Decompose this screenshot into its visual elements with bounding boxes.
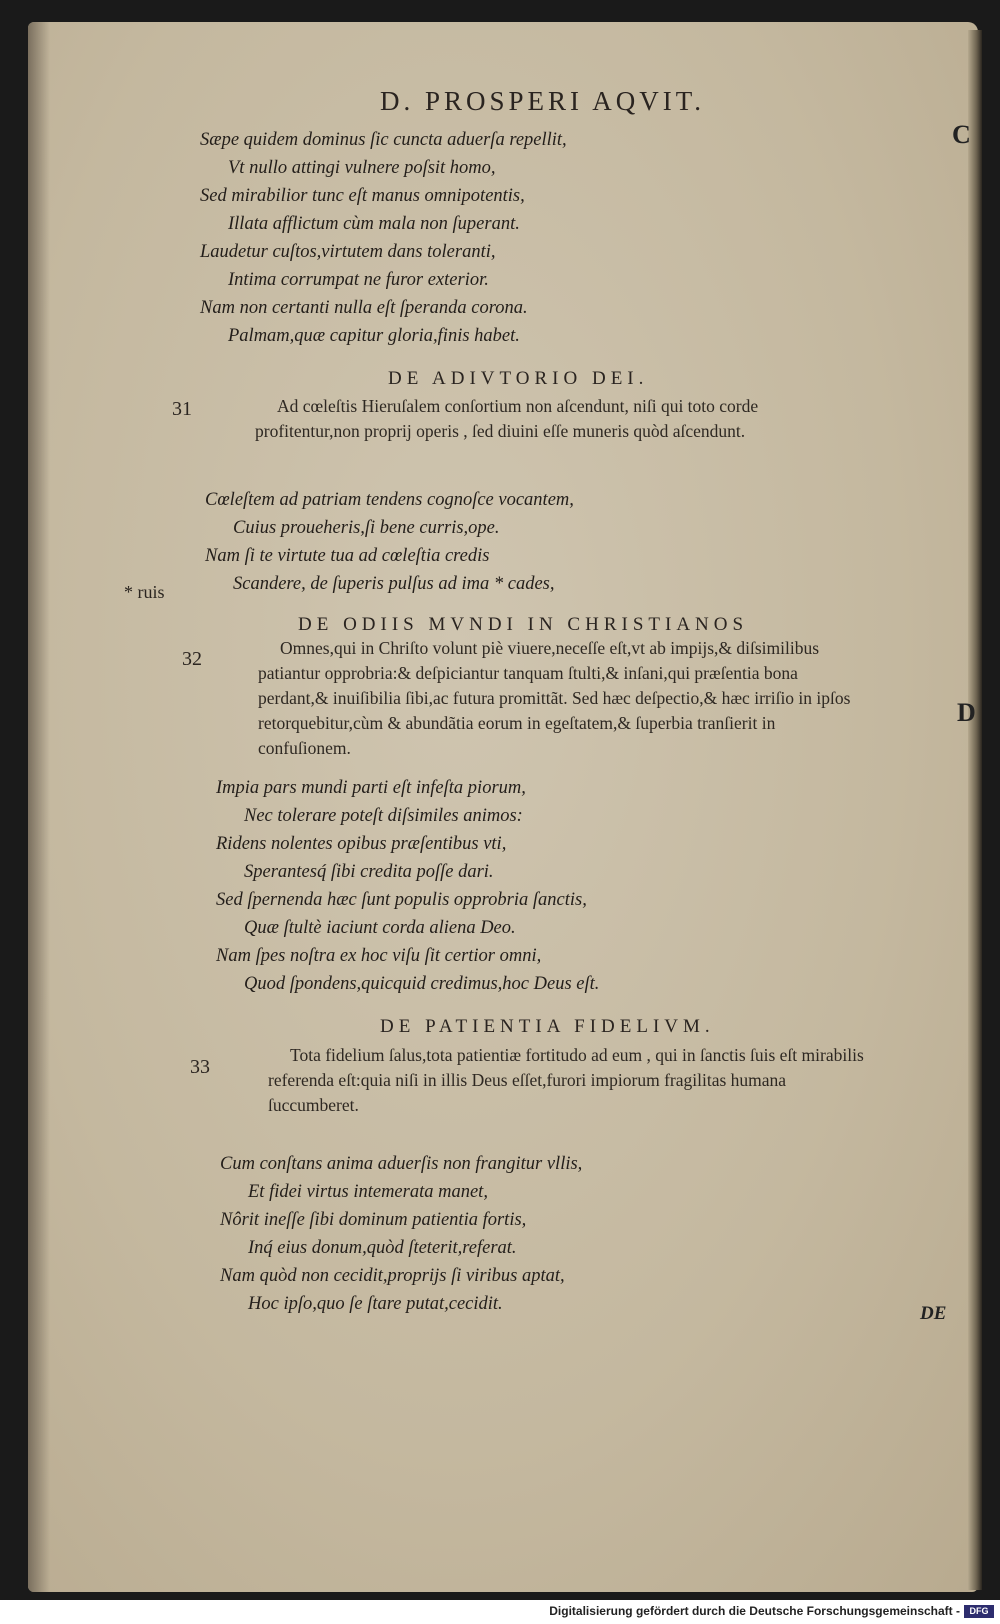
verse-line: Laudetur cuſtos,virtutem dans toleranti,	[200, 242, 496, 262]
footer-credit: Digitalisierung gefördert durch die Deutsche Forschungsgemeinschaft -	[549, 1604, 960, 1618]
verse-line: Quod ſpondens,quicquid credimus,hoc Deus eſt.	[244, 974, 600, 994]
section-heading-33: DE PATIENTIA FIDELIVM.	[380, 1016, 715, 1037]
verse-line: Sed mirabilior tunc eſt manus omnipotentis,	[200, 186, 525, 206]
margin-note: * ruis	[124, 582, 165, 602]
verse-block-32	[216, 774, 599, 998]
verse-block-31	[205, 486, 574, 598]
footer-bar	[0, 1600, 1000, 1624]
page-edge	[968, 30, 982, 1590]
section-heading-31: DE ADIVTORIO DEI.	[388, 368, 649, 389]
verse-line: Nam ſi te virtute tua ad cœleſtia credis	[205, 546, 490, 566]
section-number-32: 32	[182, 648, 202, 670]
verse-block-33	[220, 1150, 582, 1318]
section-prose-31: Ad cœleſtis Hieruſalem conſortium non aſcendunt, niſi qui toto corde profitentur,non proprij operis , ſed diuini eſſe muneris quòd aſcendunt.	[255, 396, 759, 441]
verse-line: Nam quòd non cecidit,proprijs ſi viribus aptat,	[220, 1266, 565, 1286]
gutter-shadow	[28, 22, 50, 1592]
verse-line: Intima corrumpat ne furor exterior.	[228, 270, 489, 290]
signature-mark-top: C	[952, 120, 971, 149]
catchword: DE	[920, 1303, 947, 1324]
verse-line: Impia pars mundi parti eſt infeſta piorum,	[216, 778, 526, 798]
verse-line: Nôrit ineſſe ſibi dominum patientia fortis,	[220, 1210, 527, 1230]
section-prose-33: Tota fidelium ſalus,tota patientiæ fortitudo ad eum , qui in ſanctis ſuis eſt mirabilis referenda eſt:quia niſi in illis Deus eſſet,furori impiorum fragilitas humana ſuccumberet.	[268, 1045, 864, 1115]
signature-mark-mid: D	[957, 698, 976, 727]
verse-line: Nam non certanti nulla eſt ſperanda corona.	[200, 298, 528, 318]
verse-line: Inq́ eius donum,quòd ſteterit,referat.	[248, 1238, 517, 1258]
verse-line: Hoc ipſo,quo ſe ſtare putat,cecidit.	[248, 1294, 503, 1314]
verse-line: Ridens nolentes opibus præſentibus vti,	[216, 834, 507, 854]
section-number-31: 31	[172, 398, 192, 420]
verse-line: Vt nullo attingi vulnere poſsit homo,	[228, 158, 496, 178]
verse-block-0	[200, 126, 567, 350]
verse-line: Nec tolerare poteſt diſsimiles animos:	[244, 806, 523, 826]
verse-line: Cœleſtem ad patriam tendens cognoſce vocantem,	[205, 490, 574, 510]
verse-line: Palmam,quæ capitur gloria,finis habet.	[228, 326, 520, 346]
verse-line: Cum conſtans anima aduerſis non frangitur vllis,	[220, 1154, 583, 1174]
running-head: D. PROSPERI AQVIT.	[380, 86, 706, 116]
verse-line: Quæ ſtultè iaciunt corda aliena Deo.	[244, 918, 516, 938]
section-number-33: 33	[190, 1056, 210, 1078]
dfg-logo: DFG	[964, 1605, 994, 1618]
verse-line: Nam ſpes noſtra ex hoc viſu ſit certior omni,	[216, 946, 542, 966]
verse-line: Scandere, de ſuperis pulſus ad ima * cades,	[233, 574, 555, 594]
verse-line: Sæpe quidem dominus ſic cuncta aduerſa repellit,	[200, 130, 567, 150]
verse-line: Et fidei virtus intemerata manet,	[248, 1182, 488, 1202]
verse-line: Illata afflictum cùm mala non ſuperant.	[228, 214, 520, 234]
verse-line: Sperantesq́ ſibi credita poſſe dari.	[244, 862, 494, 882]
verse-line: Sed ſpernenda hæc ſunt populis opprobria ſanctis,	[216, 890, 587, 910]
verse-line: Cuius proueheris,ſi bene curris,ope.	[233, 518, 500, 538]
section-heading-32: DE ODIIS MVNDI IN CHRISTIANOS	[298, 614, 749, 635]
section-prose-32: Omnes,qui in Chriſto volunt piè viuere,neceſſe eſt,vt ab impijs,& diſsimilibus patiantur opprobria:& deſpiciantur tanquam ſtulti,& inſani,qui præſentia bona perdant,& inuiſibilia ſibi,ac futura promittãt. Sed hæc deſpectio,& hæc irriſio in ipſos retorquebitur,cùm & abundãtia eorum in egeſtatem,& ſuperbia tranſierit in confuſionem.	[258, 638, 851, 758]
